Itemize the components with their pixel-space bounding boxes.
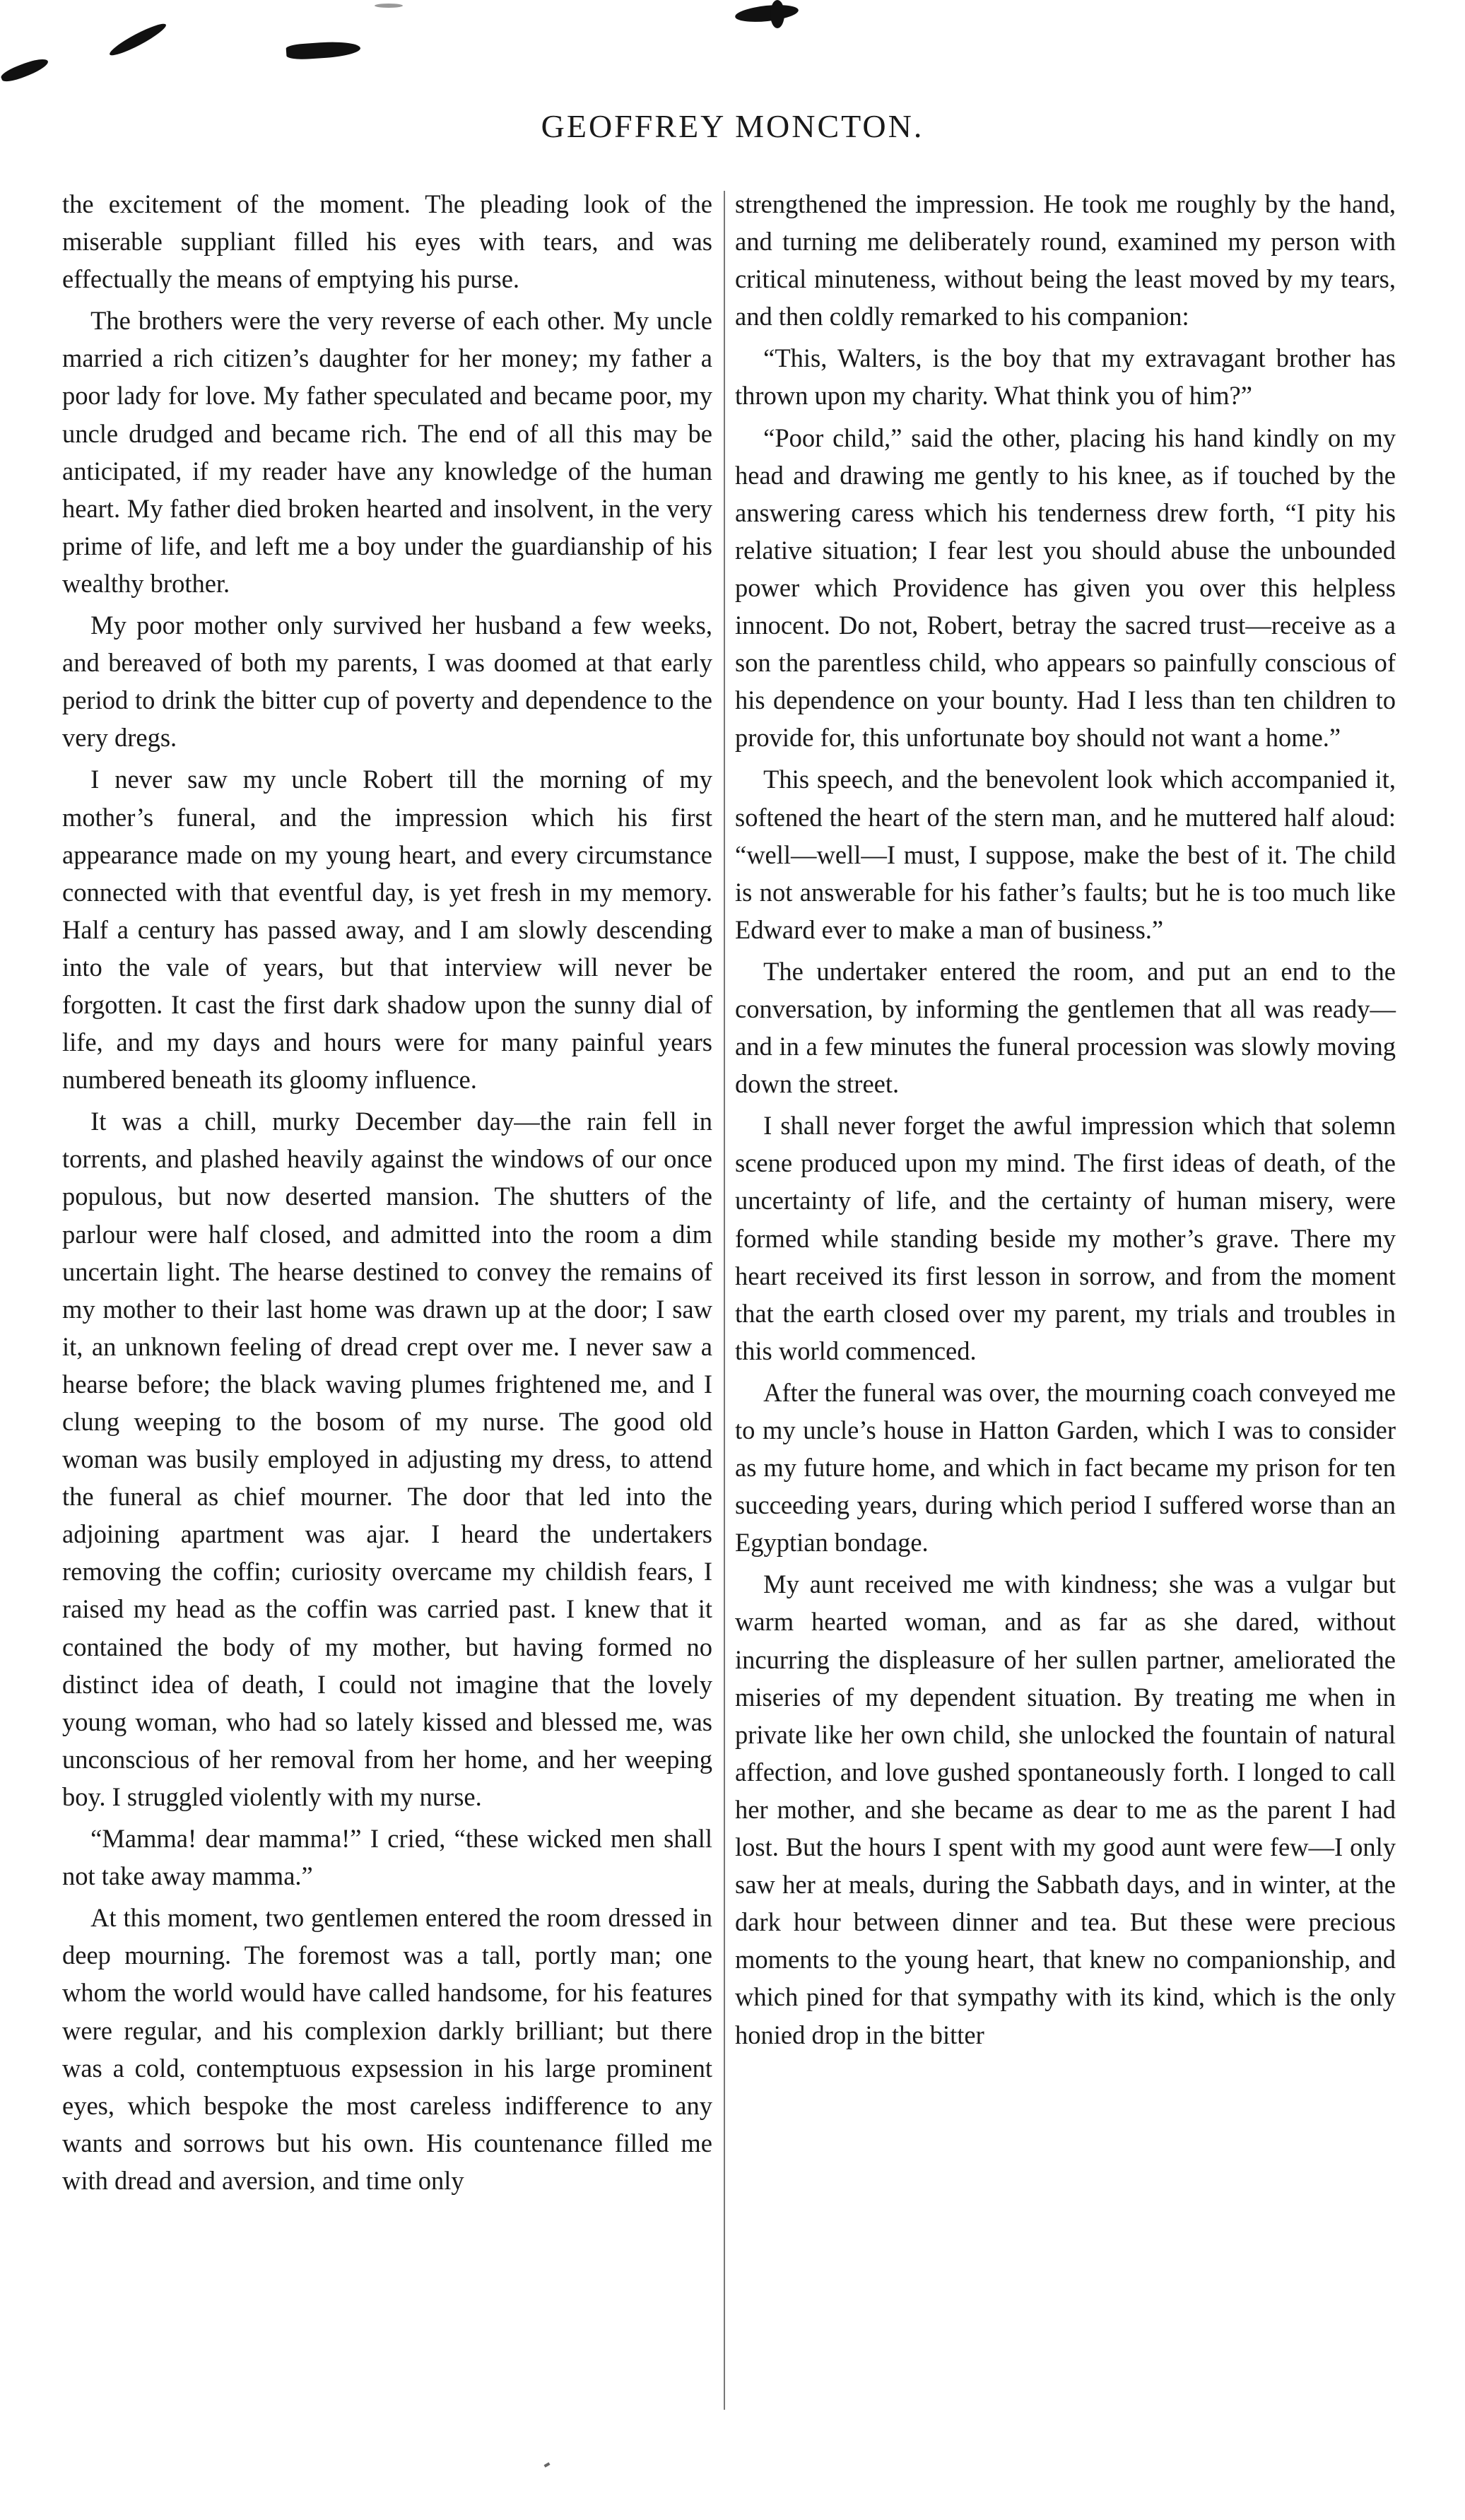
- running-title: GEOFFREY MONCTON.: [541, 108, 924, 144]
- paragraph: My poor mother only survived her husband a few weeks, and bereaved of both my parents, I was doomed at that early period to drink the bitter cup of poverty and dependence to the very dregs.: [62, 611, 712, 753]
- paragraph: At this moment, two gentlemen entered the room dressed in deep mourning. The foremost was a tall, portly man; one whom the world would have called handsome, for his features were regular, and his complexion darkly brilliant; but there was a cold, contemptuous expsession in his large prominent eyes, which bespoke the most careless indifference to any wants and sorrows but his own. His countenance filled me with dread and aversion, and time only: [62, 1903, 712, 2195]
- paragraph: It was a chill, murky December day—the rain fell in torrents, and plashed heavily against the windows of our once populous, but now deserted mansion. The shutters of the parlour were half closed, and admitted into the room a dim uncertain light. The hearse destined to convey the remains of my mother to their last home was drawn up at the door; I saw it, an unknown feeling of dread crept over me. I never saw a hearse before; the black waving plumes frightened me, and I clung weeping to the bosom of my nurse. The good old woman was busily employed in adjusting my dress, to attend the funeral as chief mourner. The door that led into the adjoining apartment was ajar. I heard the undertakers removing the coffin; curiosity overcame my childish fears, I raised my head as the coffin was carried past. I knew that it contained the body of my mother, but having formed no distinct idea of death, I could not imagine that the lovely young woman, who had so lately kissed and blessed me, was unconscious of her removal from her home, and her weeping boy. I struggled violently with my nurse.: [62, 1107, 712, 1811]
- paragraph: “Poor child,” said the other, placing his hand kindly on my head and drawing me gently to his knee, as if touched by the answering caress which his tenderness drew forth, “I pity his relative situation; I fear lest you should abuse the unbounded power which Providence has given you over this helpless innocent. Do not, Robert, betray the sacred trust—receive as a son the parentless child, who appears so painfully conscious of his dependence on your bounty. Had I less than ten children to provide for, this unfortunate boy should not want a home.”: [735, 423, 1396, 753]
- ink-blot: [286, 40, 360, 60]
- left-column: [62, 185, 712, 2203]
- ink-blot: [107, 20, 169, 59]
- right-column: [735, 185, 1396, 2058]
- paragraph: The undertaker entered the room, and put an end to the conversation, by informing the gentlemen that all was ready—and in a few minutes the funeral procession was slowly moving down the street.: [735, 956, 1396, 1099]
- ink-blot: [0, 55, 50, 86]
- paragraph: The brothers were the very reverse of each other. My uncle married a rich citizen’s daughter for her money; my father a poor lady for love. My father speculated and became poor, my uncle drudged and became rich. The end of all this may be anticipated, if my reader have any knowledge of the human heart. My father died broken hearted and insolvent, in the very prime of life, and left me a boy under the guardianship of his wealthy brother.: [62, 306, 712, 598]
- column-divider: [724, 191, 725, 2410]
- paragraph: This speech, and the benevolent look which accompanied it, softened the heart of the stern man, and he muttered half aloud: “well—well—I must, I suppose, make the best of it. The child is not answerable for his father’s faults; but he is too much like Edward ever to make a man of business.”: [735, 765, 1396, 944]
- paragraph: I shall never forget the awful impression which that solemn scene produced upon my mind. The first ideas of death, of the uncertainty of life, and the certainty of human misery, were formed while standing beside my mother’s grave. There my heart received its first lesson in sorrow, and from the moment that the earth closed over my parent, my trials and troubles in this world commenced.: [735, 1111, 1396, 1365]
- paragraph: After the funeral was over, the mourning coach conveyed me to my uncle’s house in Hatton Garden, which I was to consider as my future home, and which in fact became my prison for ten succeeding years, during which period I suffered worse than an Egyptian bondage.: [735, 1377, 1396, 1558]
- paragraph: strengthened the impression. He took me roughly by the hand, and turning me deliberately round, examined my person with critical minuteness, without being the least moved by my tears, and then coldly remarked to his companion:: [735, 189, 1396, 331]
- paragraph: My aunt received me with kindness; she was a vulgar but warm hearted woman, and as far as she dared, without incurring the displeasure of her sullen partner, ameliorated the miseries of my dependent situation. By treating me when in private like her own child, she unlocked the fountain of natural affection, and love gushed spontaneously forth. I longed to call her mother, and she became as dear to me as the parent I had lost. But the hours I spent with my good aunt were few—I only saw her at meals, during the Sabbath days, and in winter, at the dark hour between dinner and tea. But these were precious moments to the young heart, that knew no companionship, and which pined for that sympathy with its kind, which is the only honied drop in the bitter: [735, 1570, 1396, 2049]
- ink-blot: [770, 0, 784, 28]
- printer-mark: [544, 2462, 551, 2467]
- paragraph: “Mamma! dear mamma!” I cried, “these wicked men shall not take away mamma.”: [62, 1824, 712, 1891]
- ink-blot: [734, 2, 799, 24]
- paragraph: I never saw my uncle Robert till the morning of my mother’s funeral, and the impression which his first appearance made on my young heart, and every circumstance connected with that eventful day, is yet fresh in my memory. Half a century has passed away, and I am slowly descending into the vale of years, but that interview will never be forgotten. It cast the first dark shadow upon the sunny dial of life, and my days and hours were for many painful years numbered beneath its gloomy influence.: [62, 765, 712, 1095]
- ink-blot: [375, 4, 403, 8]
- paragraph: “This, Walters, is the boy that my extravagant brother has thrown upon my charity. What think you of him?”: [735, 343, 1396, 411]
- paragraph: the excitement of the moment. The pleading look of the miserable suppliant filled his eyes with tears, and was effectually the means of emptying his purse.: [62, 189, 712, 294]
